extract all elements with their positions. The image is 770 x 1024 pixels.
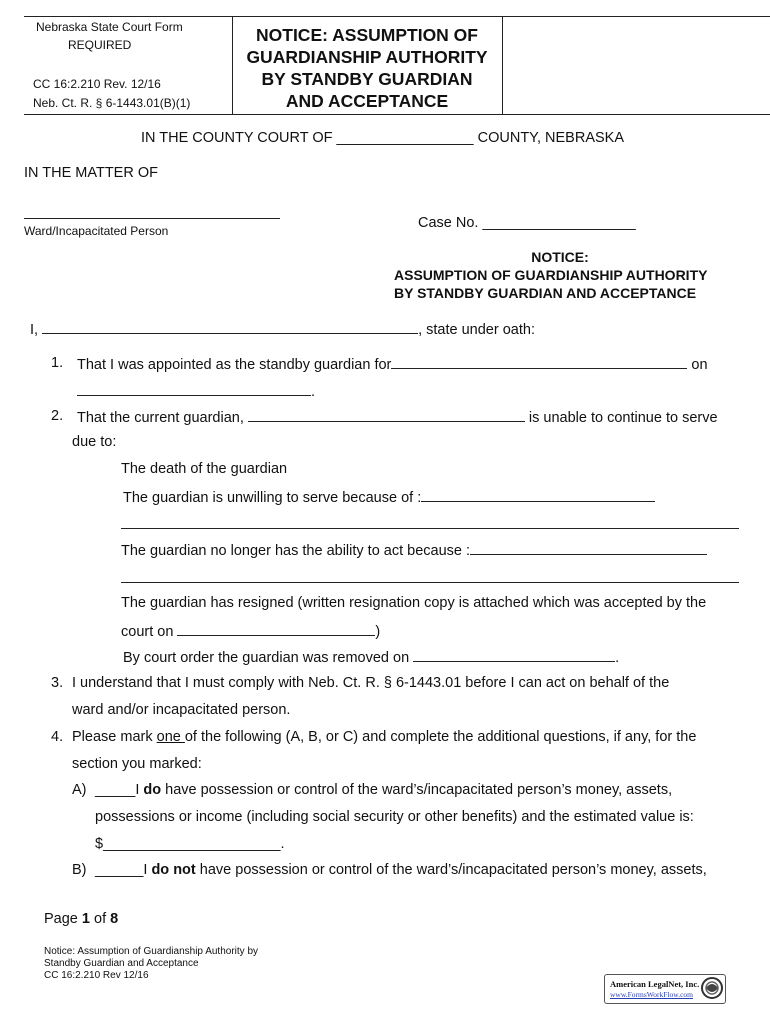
item-text: The guardian no longer has the ability to act because : [121, 543, 471, 559]
item-text: ) [375, 624, 381, 640]
reason-unwilling [123, 488, 655, 506]
title-line: NOTICE: ASSUMPTION OF [256, 25, 478, 45]
item-text: have possession or control of the ward’s/incapacitated person’s money, assets, [195, 862, 707, 878]
unwilling-reason-line[interactable] [121, 528, 739, 529]
notice-heading [394, 248, 726, 302]
emphasis-do: do [143, 782, 162, 798]
title-line: GUARDIANSHIP AUTHORITY [246, 47, 488, 67]
unwilling-reason-field[interactable] [421, 488, 655, 502]
page-prefix: Page [44, 911, 82, 927]
item-text: have possession or control of the ward’s/incapacitated person’s money, assets, [161, 782, 673, 798]
footer-line: Standby Guardian and Acceptance [44, 958, 199, 969]
item-text: The guardian is unwilling to serve because of : [123, 490, 422, 506]
logo-link[interactable]: www.FormsWorkFlow.com [610, 990, 694, 999]
item-3: I understand that I must comply with Neb. Ct. R. § 6-1443.01 before I can act on behalf of the [72, 675, 670, 691]
item-text: ward and/or incapacitated person. [72, 702, 291, 718]
matter-heading: IN THE MATTER OF [24, 165, 158, 181]
name-field[interactable] [42, 320, 418, 334]
option-a-checkbox[interactable]: _____ [95, 782, 136, 798]
option-b-checkbox[interactable]: ______ [95, 862, 144, 878]
item-text: possessions or income (including social security or other benefits) and the estimated value is: [95, 809, 694, 825]
item-text: I [143, 862, 152, 878]
current-guardian-field[interactable] [248, 408, 525, 422]
reason-removed [123, 648, 619, 666]
header-bottom-rule [232, 114, 770, 115]
item-text: due to: [72, 434, 117, 450]
legalnet-globe-icon [700, 976, 724, 1000]
case-number: Case No. ___________________ [418, 215, 636, 231]
title-line: BY STANDBY GUARDIAN [261, 69, 473, 89]
item-text: section you marked: [72, 756, 202, 772]
reason-resigned-date [121, 622, 380, 640]
header-divider [502, 16, 503, 114]
court-line: IN THE COUNTY COURT OF _________________ COUNTY, NEBRASKA [141, 130, 625, 146]
header-bottom-rule [24, 114, 232, 115]
item-text: That the current guardian, [77, 410, 248, 426]
reason-resigned: The guardian has resigned (written resignation copy is attached which was accepted by the [121, 595, 707, 611]
option-a [95, 782, 672, 798]
emphasis-do-not: do not [151, 862, 196, 878]
ward-label: Ward/Incapacitated Person [24, 224, 169, 238]
logo-name: American LegalNet, Inc. [610, 979, 700, 989]
item-text: That I was appointed as the standby guardian for [77, 357, 392, 373]
item-text: on [691, 357, 708, 373]
item-number: 3. [51, 675, 64, 691]
title-line: AND ACCEPTANCE [285, 91, 449, 111]
form-label: Nebraska State Court Form [36, 20, 183, 34]
footer-line: Notice: Assumption of Guardianship Authority by [44, 946, 259, 957]
reason-death: The death of the guardian [121, 461, 288, 477]
oath-prefix: I, [30, 322, 43, 338]
resignation-date-field[interactable] [177, 622, 375, 636]
form-title [232, 24, 502, 112]
item-text: I [135, 782, 144, 798]
notice-line: BY STANDBY GUARDIAN AND ACCEPTANCE [394, 285, 697, 301]
appointment-date-field[interactable] [77, 382, 311, 396]
footer-line: CC 16:2.210 Rev 12/16 [44, 970, 149, 981]
item-text: . [615, 650, 620, 666]
notice-line: ASSUMPTION OF GUARDIANSHIP AUTHORITY [394, 267, 708, 283]
footer-text [44, 946, 258, 982]
item-number: 1. [51, 355, 64, 371]
value-field[interactable]: $______________________. [95, 836, 285, 852]
page-current: 1 [81, 911, 90, 927]
ability-reason-field[interactable] [470, 541, 707, 555]
item-text: of the following (A, B, or C) and complete the additional questions, if any, for the [184, 729, 697, 745]
page-of: of [89, 911, 111, 927]
removal-date-field[interactable] [413, 648, 615, 662]
item-4 [72, 729, 696, 745]
form-code: CC 16:2.210 Rev. 12/16 [33, 77, 161, 91]
emphasis-one: one [156, 729, 185, 745]
page-total: 8 [110, 911, 119, 927]
item-number: 2. [51, 408, 64, 424]
ward-name-field[interactable] [24, 218, 280, 219]
option-label: A) [72, 782, 87, 798]
oath-line [30, 320, 535, 338]
header-top-rule [24, 16, 770, 17]
notice-line: NOTICE: [531, 249, 589, 265]
required-label: REQUIRED [68, 38, 132, 52]
item-2 [77, 408, 718, 426]
option-label: B) [72, 862, 87, 878]
item-text: . [311, 384, 316, 400]
oath-suffix: , state under oath: [418, 322, 535, 338]
ability-reason-line[interactable] [121, 582, 739, 583]
item-1 [77, 355, 708, 373]
item-text: is unable to continue to serve [524, 410, 718, 426]
item-text: court on [121, 624, 178, 640]
option-b [95, 862, 707, 878]
rule-citation: Neb. Ct. R. § 6-1443.01(B)(1) [33, 96, 191, 110]
item-text: Please mark [72, 729, 157, 745]
item-number: 4. [51, 729, 64, 745]
item-1-date [77, 382, 315, 400]
item-text: By court order the guardian was removed on [123, 650, 414, 666]
reason-ability [121, 541, 707, 559]
page-number [44, 911, 118, 927]
ward-field[interactable] [391, 355, 687, 369]
